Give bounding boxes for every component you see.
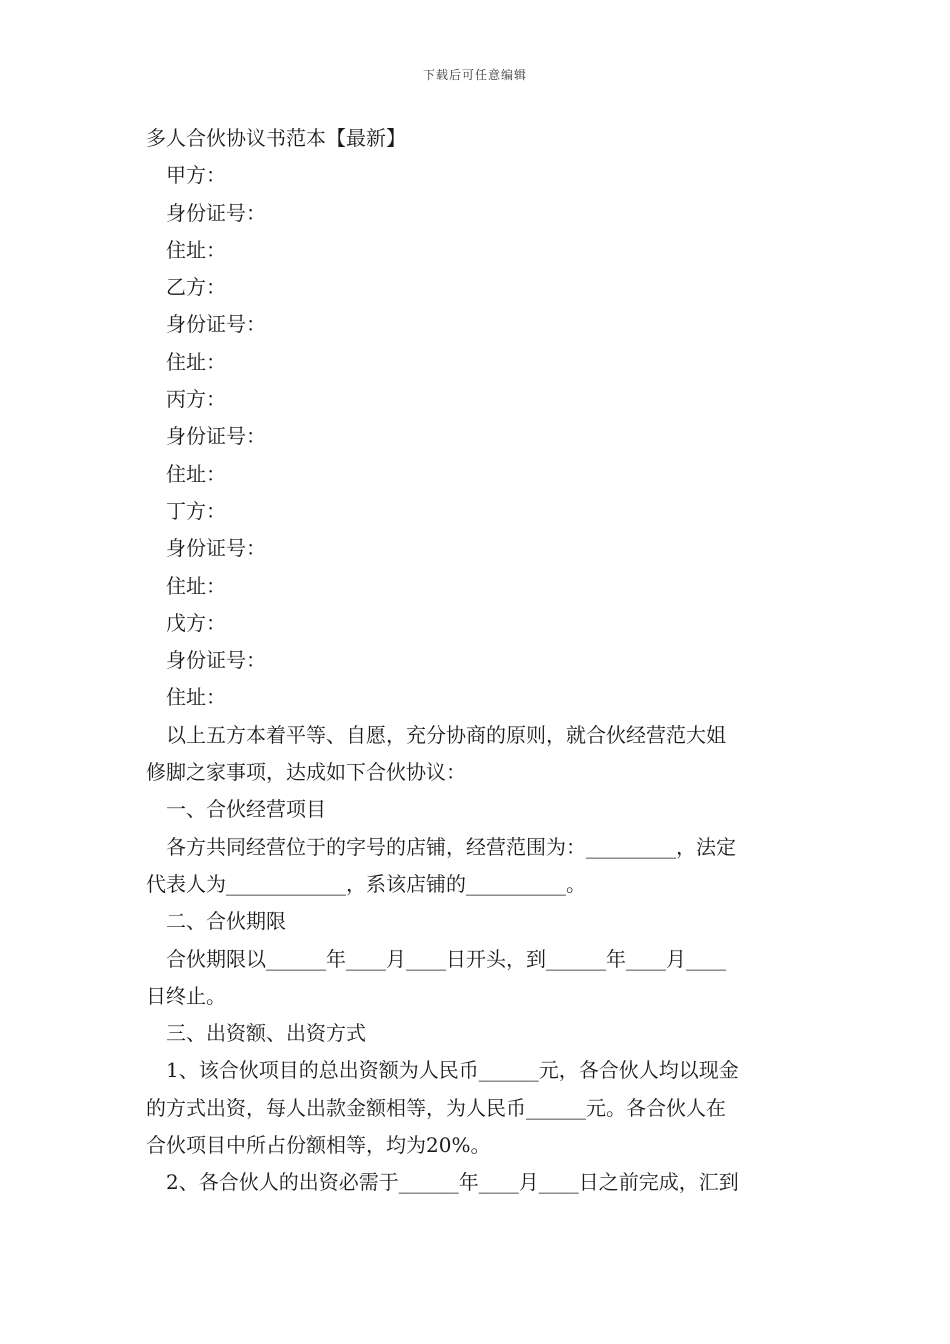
party-a-id: 身份证号： [166,200,266,225]
section-2-heading: 二、合伙期限 [166,909,286,934]
document-body [146,120,808,1202]
party-c-address: 住址： [166,461,226,486]
section-3-para-1-line-3: 合伙项目中所占份额相等，均为20%。 [146,1133,491,1158]
section-3-heading: 三、出资额、出资方式 [166,1021,366,1046]
party-a-address: 住址： [166,237,226,262]
section-3-para-1-line-2: 的方式出资，每人出款金额相等，为人民币______元。各合伙人在 [146,1095,726,1120]
section-2-line-2: 日终止。 [146,983,226,1008]
intro-line-1: 以上五方本着平等、自愿，充分协商的原则，就合伙经营范大姐 [166,722,726,747]
party-d-address: 住址： [166,573,226,598]
party-a-label: 甲方： [166,163,226,188]
party-d-label: 丁方： [166,498,226,523]
party-d-id: 身份证号： [166,536,266,561]
document-title: 多人合伙协议书范本【最新】 [146,126,406,150]
page-header-note: 下载后可任意编辑 [422,68,527,82]
party-c-id: 身份证号： [166,424,266,449]
section-1-heading: 一、合伙经营项目 [166,797,326,822]
party-e-label: 戊方： [166,610,226,635]
section-1-line-1: 各方共同经营位于的字号的店铺，经营范围为：_________，法定 [166,834,736,859]
intro-line-2: 修脚之家事项，达成如下合伙协议： [146,760,466,785]
section-3-para-2-line-1: 2、各合伙人的出资必需于______年____月____日之前完成，汇到 [166,1170,739,1195]
section-2-line-1: 合伙期限以______年____月____日开头，到______年____月____ [166,946,726,971]
party-e-address: 住址： [166,685,226,710]
party-b-label: 乙方： [166,275,226,300]
party-e-id: 身份证号： [166,648,266,673]
party-b-id: 身份证号： [166,312,266,337]
party-c-label: 丙方： [166,387,226,412]
party-b-address: 住址： [166,349,226,374]
section-1-line-2: 代表人为____________，系该店铺的__________。 [146,871,586,896]
section-3-para-1-line-1: 1、该合伙项目的总出资额为人民币______元，各合伙人均以现金 [166,1058,739,1083]
